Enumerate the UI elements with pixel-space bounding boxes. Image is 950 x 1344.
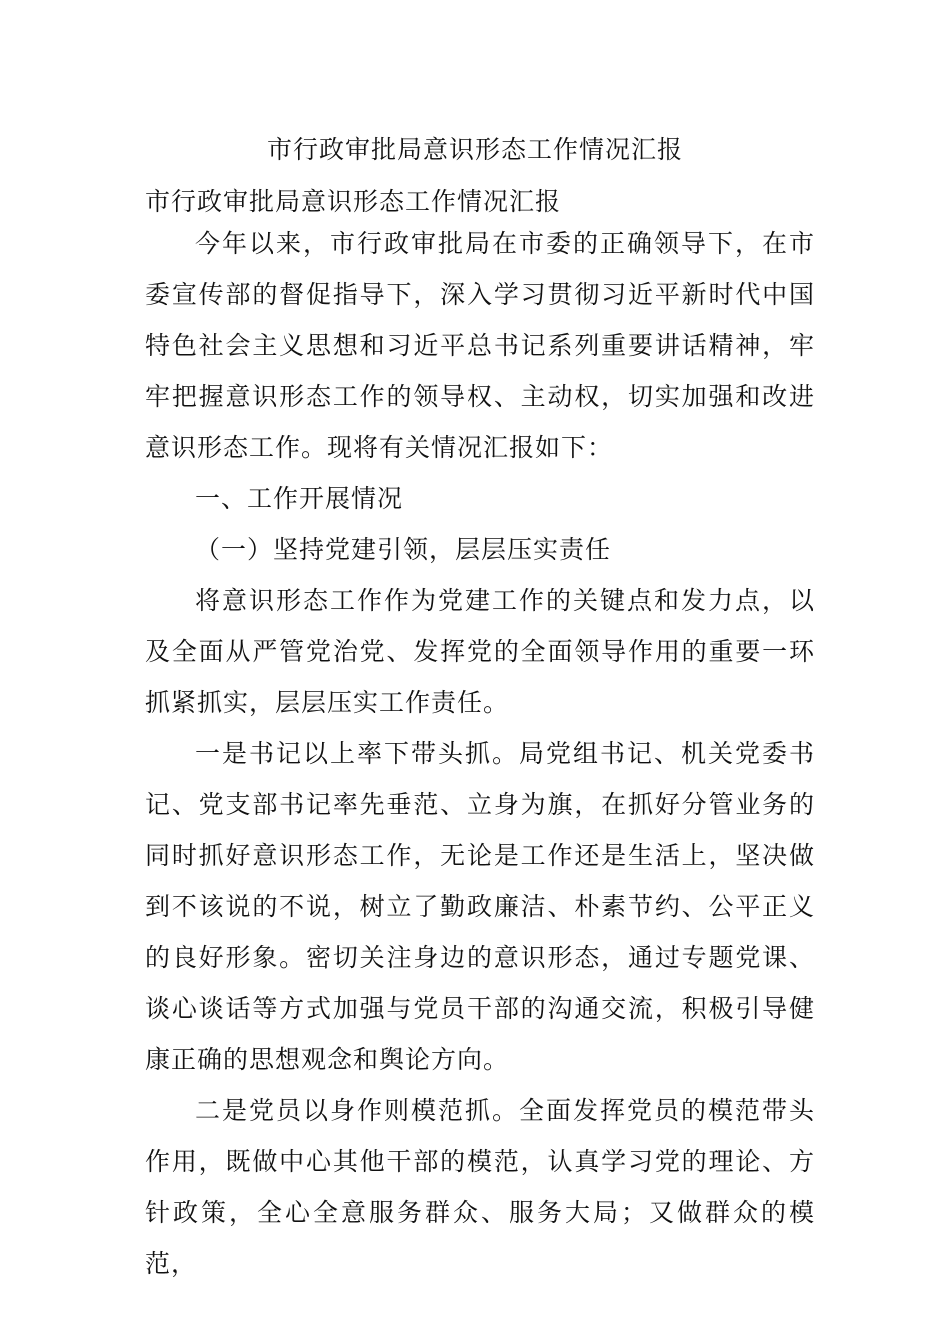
document-subtitle: 市行政审批局意识形态工作情况汇报 xyxy=(145,187,562,216)
document-title: 市行政审批局意识形态工作情况汇报 xyxy=(266,135,683,164)
body-paragraph: 二是党员以身作则模范抓。全面发挥党员的模范带头作用，既做中心其他干部的模范，认真学习党的理论、方针政策，全心全意服务群众、服务大局；又做群众的模范， xyxy=(145,1096,815,1278)
body-paragraph: 将意识形态工作作为党建工作的关键点和发力点，以及全面从严管党治党、发挥党的全面领导作用的重要一环抓紧抓实，层层压实工作责任。 xyxy=(145,586,815,717)
intro-paragraph: 今年以来，市行政审批局在市委的正确领导下，在市委宣传部的督促指导下，深入学习贯彻习近平新时代中国特色社会主义思想和习近平总书记系列重要讲话精神，牢牢把握意识形态工作的领导权、主动权，切实加强和改进意识形态工作。现将有关情况汇报如下： xyxy=(145,229,815,462)
subsection-heading: （一）坚持党建引领，层层压实责任 xyxy=(195,535,612,564)
document-body xyxy=(145,185,815,1289)
section-heading: 一、工作开展情况 xyxy=(195,484,404,513)
body-paragraph: 一是书记以上率下带头抓。局党组书记、机关党委书记、党支部书记率先垂范、立身为旗，在抓好分管业务的同时抓好意识形态工作，无论是工作还是生活上，坚决做到不该说的不说，树立了勤政廉洁、朴素节约、公平正义的良好形象。密切关注身边的意识形态，通过专题党课、谈心谈话等方式加强与党员干部的沟通交流，积极引导健康正确的思想观念和舆论方向。 xyxy=(145,739,815,1074)
